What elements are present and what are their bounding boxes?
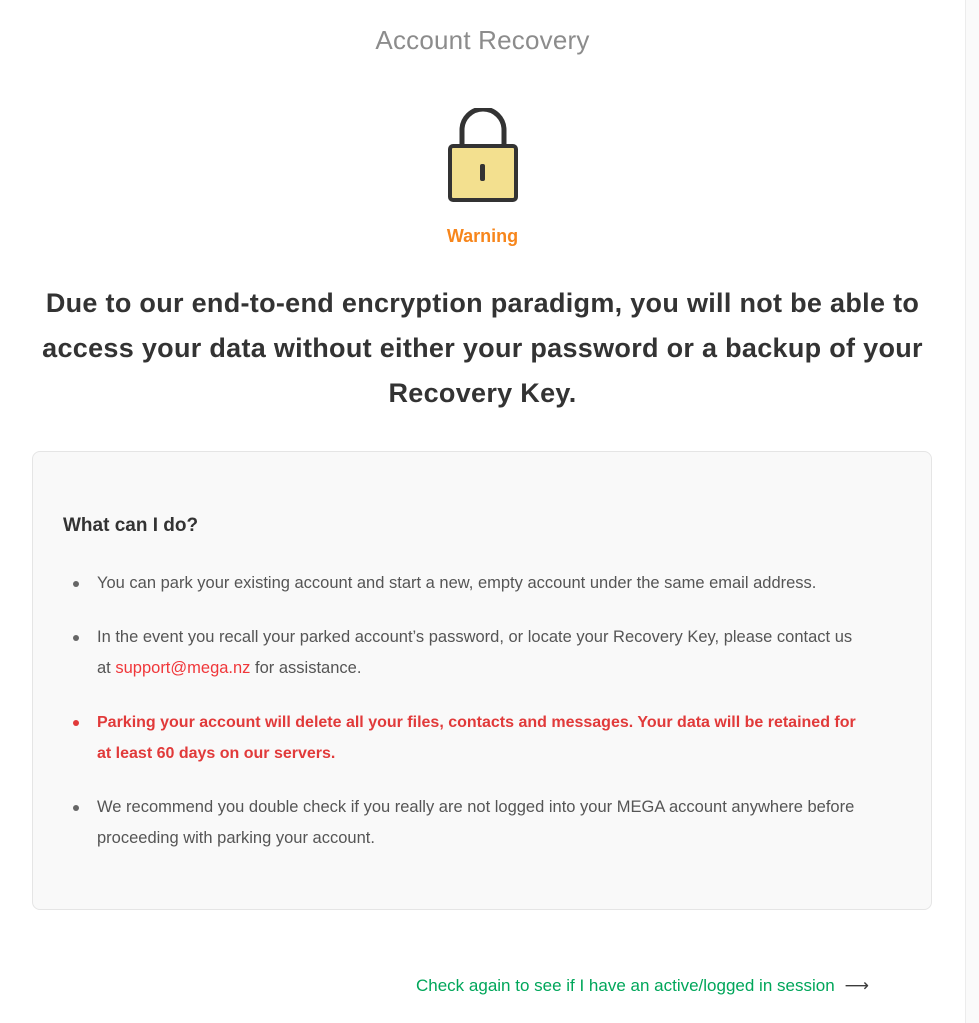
options-list [63, 568, 863, 877]
what-can-i-do-card [32, 451, 932, 910]
check-session-label: Check again to see if I have an active/logged in session [416, 976, 835, 995]
support-email-link[interactable]: support@mega.nz [115, 659, 251, 677]
list-item-danger [63, 707, 863, 769]
bullet-icon [73, 635, 79, 641]
warning-label: Warning [446, 226, 519, 246]
list-item [63, 622, 863, 684]
arrow-right-icon: ⟶ [844, 976, 870, 995]
card-title: What can I do? [63, 515, 199, 536]
check-session-link[interactable] [416, 976, 869, 996]
list-item [63, 568, 863, 599]
padlock-icon [446, 108, 520, 204]
headline-message: Due to our end-to-end encryption paradigm, you will not be able to access your data without either your password or a backup of your Recovery Key. [42, 288, 923, 408]
list-item-text: You can park your existing account and start a new, empty account under the same email address. [97, 574, 817, 592]
bullet-icon [73, 581, 79, 587]
bullet-icon [73, 720, 79, 726]
page-title: Account Recovery [375, 25, 590, 55]
scrollbar[interactable] [965, 0, 979, 1023]
list-item-text-before: In the event you recall your parked account’s password, or locate your Recovery Key, please contact us at [97, 628, 853, 677]
list-item [63, 792, 863, 854]
bullet-icon [73, 805, 79, 811]
list-item-text-after: for assistance. [250, 659, 362, 677]
list-item-text: We recommend you double check if you really are not logged into your MEGA account anywhere before proceeding with parking your account. [97, 798, 855, 847]
list-item-text: Parking your account will delete all your files, contacts and messages. Your data will be retained for at least 60 days on our servers. [97, 714, 856, 762]
